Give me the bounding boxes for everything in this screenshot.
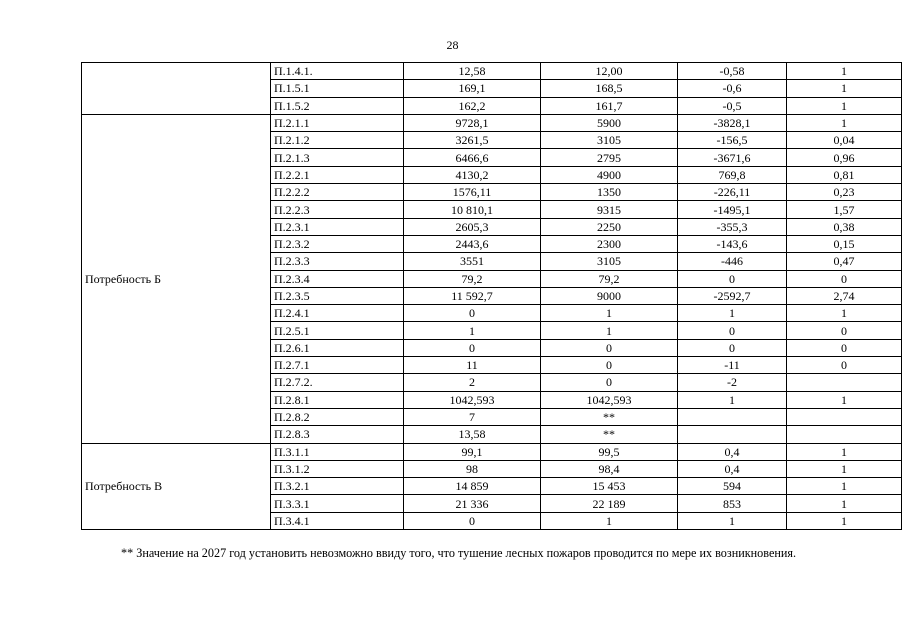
group-cell: Потребность Б	[82, 114, 271, 443]
value-cell-v2: 0	[541, 339, 678, 356]
value-cell-v4: 1	[787, 114, 902, 131]
value-cell-v1: 3551	[404, 253, 541, 270]
value-cell-v4: 1,57	[787, 201, 902, 218]
value-cell-v1: 13,58	[404, 426, 541, 443]
value-cell-v1: 79,2	[404, 270, 541, 287]
value-cell-v4	[787, 408, 902, 425]
page-number: 28	[446, 38, 459, 52]
table-row	[82, 63, 902, 80]
value-cell-v1: 0	[404, 512, 541, 529]
value-cell-v1: 169,1	[404, 80, 541, 97]
code-cell: П.2.3.3	[271, 253, 404, 270]
code-cell: П.2.2.1	[271, 166, 404, 183]
value-cell-v1: 162,2	[404, 97, 541, 114]
value-cell-v2: 1350	[541, 184, 678, 201]
value-cell-v2: 1	[541, 322, 678, 339]
code-cell: П.2.1.3	[271, 149, 404, 166]
code-cell: П.2.3.4	[271, 270, 404, 287]
value-cell-v2: 1042,593	[541, 391, 678, 408]
value-cell-v2: 9000	[541, 287, 678, 304]
value-cell-v3: 1	[678, 305, 787, 322]
value-cell-v3: 0	[678, 270, 787, 287]
code-cell: П.2.3.1	[271, 218, 404, 235]
value-cell-v2: 1	[541, 512, 678, 529]
code-cell: П.2.8.1	[271, 391, 404, 408]
value-cell-v3: -156,5	[678, 132, 787, 149]
code-cell: П.2.2.2	[271, 184, 404, 201]
code-cell: П.2.7.2.	[271, 374, 404, 391]
value-cell-v2: 4900	[541, 166, 678, 183]
value-cell-v2: 99,5	[541, 443, 678, 460]
code-cell: П.2.4.1	[271, 305, 404, 322]
code-cell: П.3.2.1	[271, 478, 404, 495]
value-cell-v4: 1	[787, 512, 902, 529]
value-cell-v3: 769,8	[678, 166, 787, 183]
code-cell: П.2.5.1	[271, 322, 404, 339]
value-cell-v3: 853	[678, 495, 787, 512]
code-cell: П.3.1.1	[271, 443, 404, 460]
value-cell-v2: 12,00	[541, 63, 678, 80]
value-cell-v3: -226,11	[678, 184, 787, 201]
value-cell-v4: 0	[787, 270, 902, 287]
value-cell-v2: 79,2	[541, 270, 678, 287]
code-cell: П.1.4.1.	[271, 63, 404, 80]
value-cell-v1: 4130,2	[404, 166, 541, 183]
group-cell: Потребность В	[82, 443, 271, 529]
code-cell: П.2.8.3	[271, 426, 404, 443]
table-row	[82, 114, 902, 131]
value-cell-v4: 0	[787, 357, 902, 374]
value-cell-v2: 2250	[541, 218, 678, 235]
value-cell-v3: -355,3	[678, 218, 787, 235]
value-cell-v4: 1	[787, 495, 902, 512]
value-cell-v3: -0,5	[678, 97, 787, 114]
value-cell-v4: 1	[787, 443, 902, 460]
value-cell-v3: 1	[678, 391, 787, 408]
value-cell-v3: -3828,1	[678, 114, 787, 131]
code-cell: П.3.1.2	[271, 460, 404, 477]
value-cell-v2: 15 453	[541, 478, 678, 495]
code-cell: П.2.3.5	[271, 287, 404, 304]
value-cell-v3: -1495,1	[678, 201, 787, 218]
value-cell-v2: 0	[541, 357, 678, 374]
value-cell-v1: 3261,5	[404, 132, 541, 149]
value-cell-v1: 11 592,7	[404, 287, 541, 304]
value-cell-v3: 0,4	[678, 443, 787, 460]
value-cell-v2: 9315	[541, 201, 678, 218]
value-cell-v3: 594	[678, 478, 787, 495]
value-cell-v3: 0,4	[678, 460, 787, 477]
value-cell-v4	[787, 426, 902, 443]
code-cell: П.3.3.1	[271, 495, 404, 512]
value-cell-v1: 9728,1	[404, 114, 541, 131]
value-cell-v2: 22 189	[541, 495, 678, 512]
value-cell-v3: -2	[678, 374, 787, 391]
value-cell-v1: 11	[404, 357, 541, 374]
value-cell-v4: 0,81	[787, 166, 902, 183]
value-cell-v1: 21 336	[404, 495, 541, 512]
value-cell-v4: 1	[787, 478, 902, 495]
value-cell-v2: 2300	[541, 235, 678, 252]
table-row	[82, 443, 902, 460]
footnote: ** Значение на 2027 год установить невозможно ввиду того, что тушение лесных пожаров проводится по мере их возникновения.	[121, 546, 797, 560]
value-cell-v4: 1	[787, 63, 902, 80]
code-cell: П.3.4.1	[271, 512, 404, 529]
value-cell-v1: 0	[404, 305, 541, 322]
value-cell-v3: -11	[678, 357, 787, 374]
value-cell-v4: 1	[787, 305, 902, 322]
group-cell	[82, 63, 271, 115]
value-cell-v2: 98,4	[541, 460, 678, 477]
value-cell-v3: -0,58	[678, 63, 787, 80]
code-cell: П.2.8.2	[271, 408, 404, 425]
value-cell-v1: 1042,593	[404, 391, 541, 408]
value-cell-v4: 2,74	[787, 287, 902, 304]
value-cell-v2: 5900	[541, 114, 678, 131]
value-cell-v3	[678, 408, 787, 425]
value-cell-v1: 0	[404, 339, 541, 356]
value-cell-v4: 1	[787, 460, 902, 477]
value-cell-v4: 0	[787, 339, 902, 356]
value-cell-v2: 2795	[541, 149, 678, 166]
value-cell-v3: -0,6	[678, 80, 787, 97]
value-cell-v4: 0,23	[787, 184, 902, 201]
value-cell-v2: 3105	[541, 253, 678, 270]
value-cell-v3	[678, 426, 787, 443]
code-cell: П.2.3.2	[271, 235, 404, 252]
value-cell-v3: -2592,7	[678, 287, 787, 304]
code-cell: П.2.2.3	[271, 201, 404, 218]
value-cell-v1: 1576,11	[404, 184, 541, 201]
code-cell: П.2.1.1	[271, 114, 404, 131]
value-cell-v2: 0	[541, 374, 678, 391]
value-cell-v4: 0,15	[787, 235, 902, 252]
data-table	[81, 62, 902, 530]
value-cell-v3: 0	[678, 322, 787, 339]
value-cell-v1: 2443,6	[404, 235, 541, 252]
value-cell-v4: 0,04	[787, 132, 902, 149]
value-cell-v3: -143,6	[678, 235, 787, 252]
value-cell-v1: 98	[404, 460, 541, 477]
code-cell: П.2.6.1	[271, 339, 404, 356]
value-cell-v1: 1	[404, 322, 541, 339]
value-cell-v2: **	[541, 426, 678, 443]
value-cell-v3: 1	[678, 512, 787, 529]
value-cell-v1: 2605,3	[404, 218, 541, 235]
value-cell-v2: 3105	[541, 132, 678, 149]
code-cell: П.2.1.2	[271, 132, 404, 149]
value-cell-v1: 12,58	[404, 63, 541, 80]
value-cell-v1: 6466,6	[404, 149, 541, 166]
value-cell-v4: 0,38	[787, 218, 902, 235]
value-cell-v1: 10 810,1	[404, 201, 541, 218]
code-cell: П.1.5.2	[271, 97, 404, 114]
value-cell-v4: 1	[787, 97, 902, 114]
table-body	[82, 63, 902, 530]
value-cell-v4: 1	[787, 391, 902, 408]
value-cell-v2: **	[541, 408, 678, 425]
code-cell: П.1.5.1	[271, 80, 404, 97]
value-cell-v4: 0,47	[787, 253, 902, 270]
value-cell-v3: 0	[678, 339, 787, 356]
value-cell-v3: -3671,6	[678, 149, 787, 166]
value-cell-v1: 14 859	[404, 478, 541, 495]
value-cell-v2: 1	[541, 305, 678, 322]
value-cell-v4	[787, 374, 902, 391]
value-cell-v4: 0,96	[787, 149, 902, 166]
value-cell-v1: 99,1	[404, 443, 541, 460]
code-cell: П.2.7.1	[271, 357, 404, 374]
value-cell-v2: 161,7	[541, 97, 678, 114]
value-cell-v1: 7	[404, 408, 541, 425]
value-cell-v1: 2	[404, 374, 541, 391]
value-cell-v4: 0	[787, 322, 902, 339]
value-cell-v2: 168,5	[541, 80, 678, 97]
value-cell-v3: -446	[678, 253, 787, 270]
value-cell-v4: 1	[787, 80, 902, 97]
